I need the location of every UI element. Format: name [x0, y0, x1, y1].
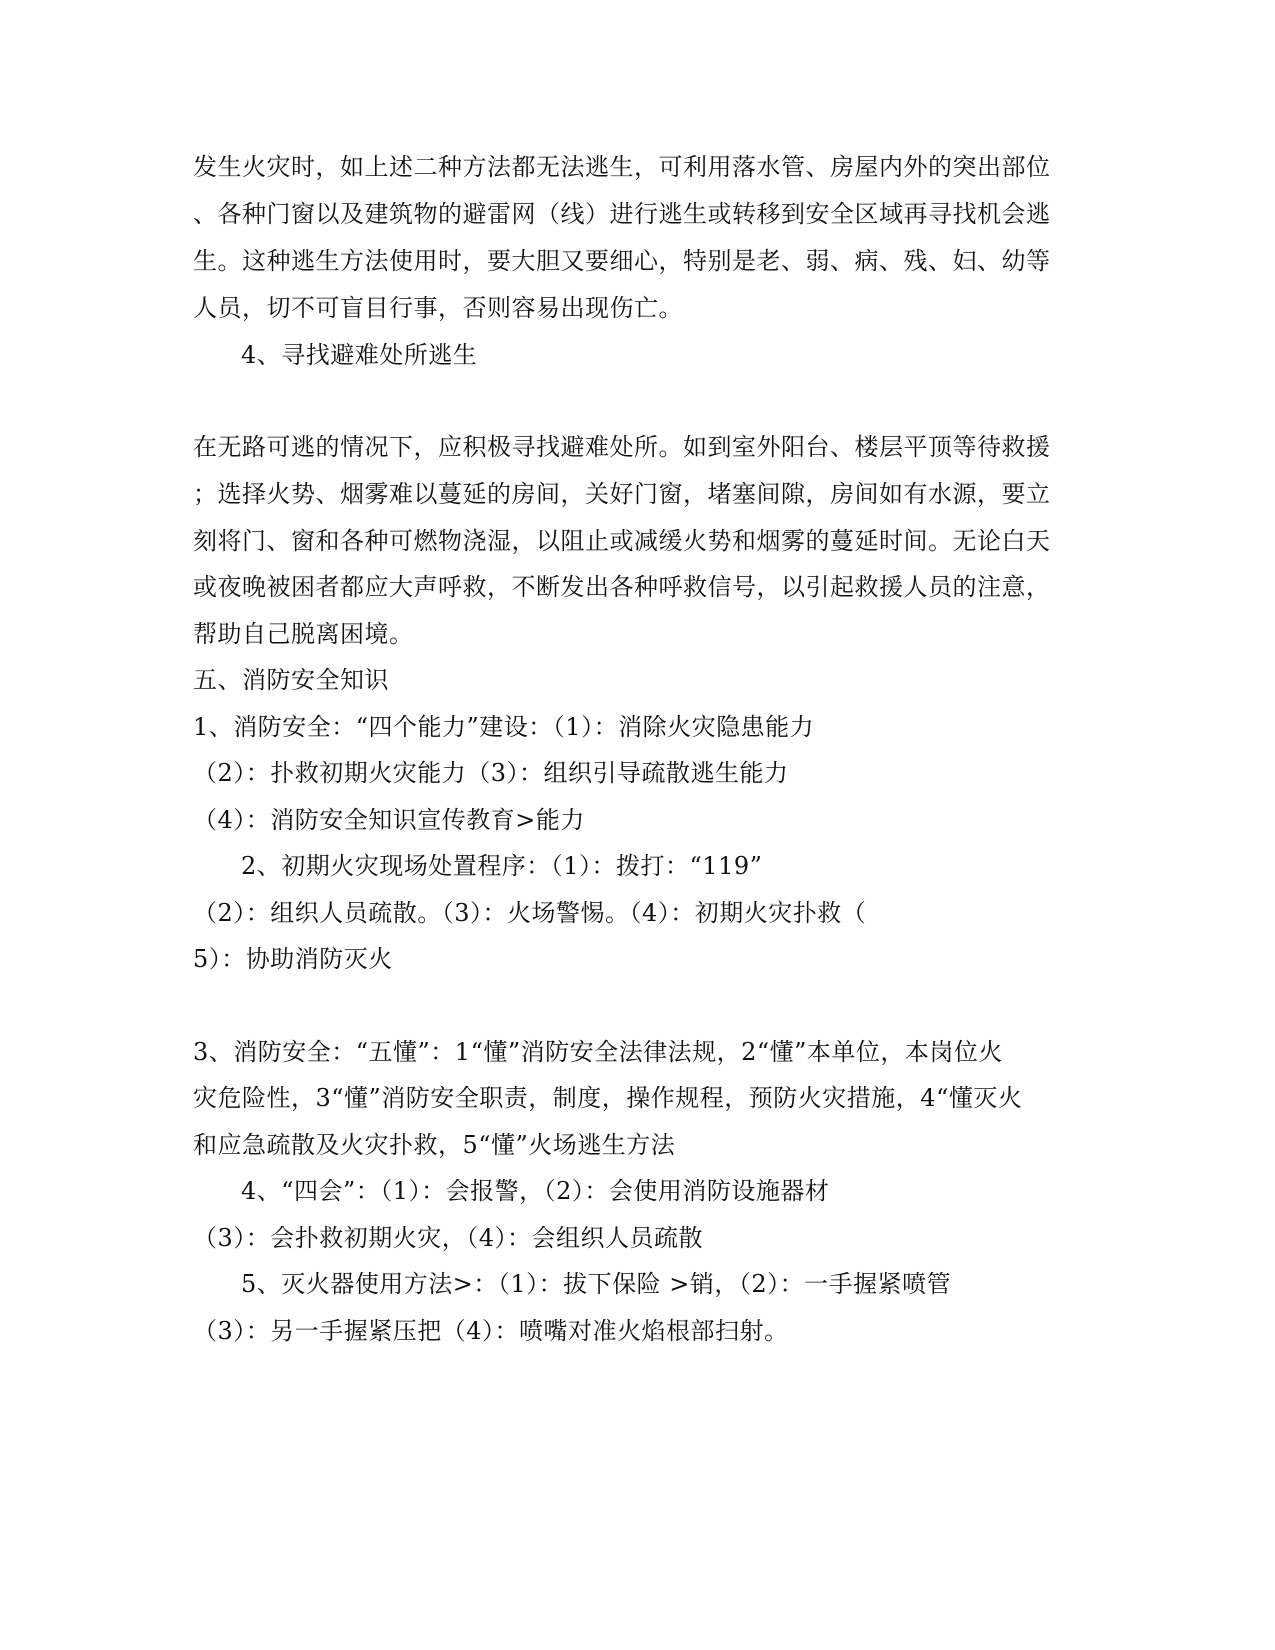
paragraph-line: 在无路可逃的情况下，应积极寻找避难处所。如到室外阳台、楼层平顶等待救援 [193, 433, 1051, 461]
paragraph-line: 1、消防安全：“四个能力”建设：（1）：消除火灾隐患能力 [193, 713, 815, 741]
paragraph-line: 或夜晚被困者都应大声呼救，不断发出各种呼救信号，以引起救援人员的注意， [193, 573, 1051, 601]
paragraph-line: 帮助自己脱离困境。 [193, 620, 414, 648]
paragraph-line: ；选择火势、烟雾难以蔓延的房间，关好门窗，堵塞间隙，房间如有水源，要立 [193, 480, 1051, 508]
paragraph-line: 5、灭火器使用方法>：（1）：拔下保险 >销，（2）：一手握紧喷管 [241, 1270, 952, 1298]
section-heading: 五、消防安全知识 [193, 666, 389, 694]
paragraph-line: （2）：扑救初期火灾能力（3）：组织引导疏散逃生能力 [193, 759, 789, 787]
paragraph-line: （4）：消防安全知识宣传教育>能力 [193, 806, 585, 834]
paragraph-line: 2、初期火灾现场处置程序：（1）：拨打：“119” [241, 852, 763, 880]
paragraph-line: 生。这种逃生方法使用时，要大胆又要细心，特别是老、弱、病、残、妇、幼等 [193, 247, 1051, 275]
paragraph-line: 5）：协助消防灭火 [193, 945, 393, 973]
paragraph-line: 3、消防安全：“五懂”：1“懂”消防安全法律法规，2“懂”本单位，本岗位火 [193, 1038, 1003, 1066]
paragraph-line: 4、“四会”：（1）：会报警，（2）：会使用消防设施器材 [241, 1177, 830, 1205]
paragraph-line: 发生火灾时，如上述二种方法都无法逃生，可利用落水管、房屋内外的突出部位 [193, 153, 1051, 181]
paragraph-line: （2）：组织人员疏散。（3）：火场警惕。（4）：初期火灾扑救（ [193, 899, 867, 927]
paragraph-line: （3）：另一手握紧压把（4）：喷嘴对准火焰根部扫射。 [193, 1317, 789, 1345]
paragraph-line: （3）：会扑救初期火灾，（4）：会组织人员疏散 [193, 1224, 704, 1252]
paragraph-line: 刻将门、窗和各种可燃物浇湿，以阻止或减缓火势和烟雾的蔓延时间。无论白天 [193, 527, 1051, 555]
paragraph-line: 和应急疏散及火灾扑救，5“懂”火场逃生方法 [193, 1131, 676, 1159]
section-heading: 4、寻找避难处所逃生 [241, 341, 478, 369]
paragraph-line: 人员，切不可盲目行事，否则容易出现伤亡。 [193, 294, 683, 322]
paragraph-line: 灾危险性，3“懂”消防安全职责，制度，操作规程，预防火灾措施，4“懂灭火 [193, 1084, 1023, 1112]
paragraph-line: 、各种门窗以及建筑物的避雷网（线）进行逃生或转移到安全区域再寻找机会逃 [193, 200, 1051, 228]
